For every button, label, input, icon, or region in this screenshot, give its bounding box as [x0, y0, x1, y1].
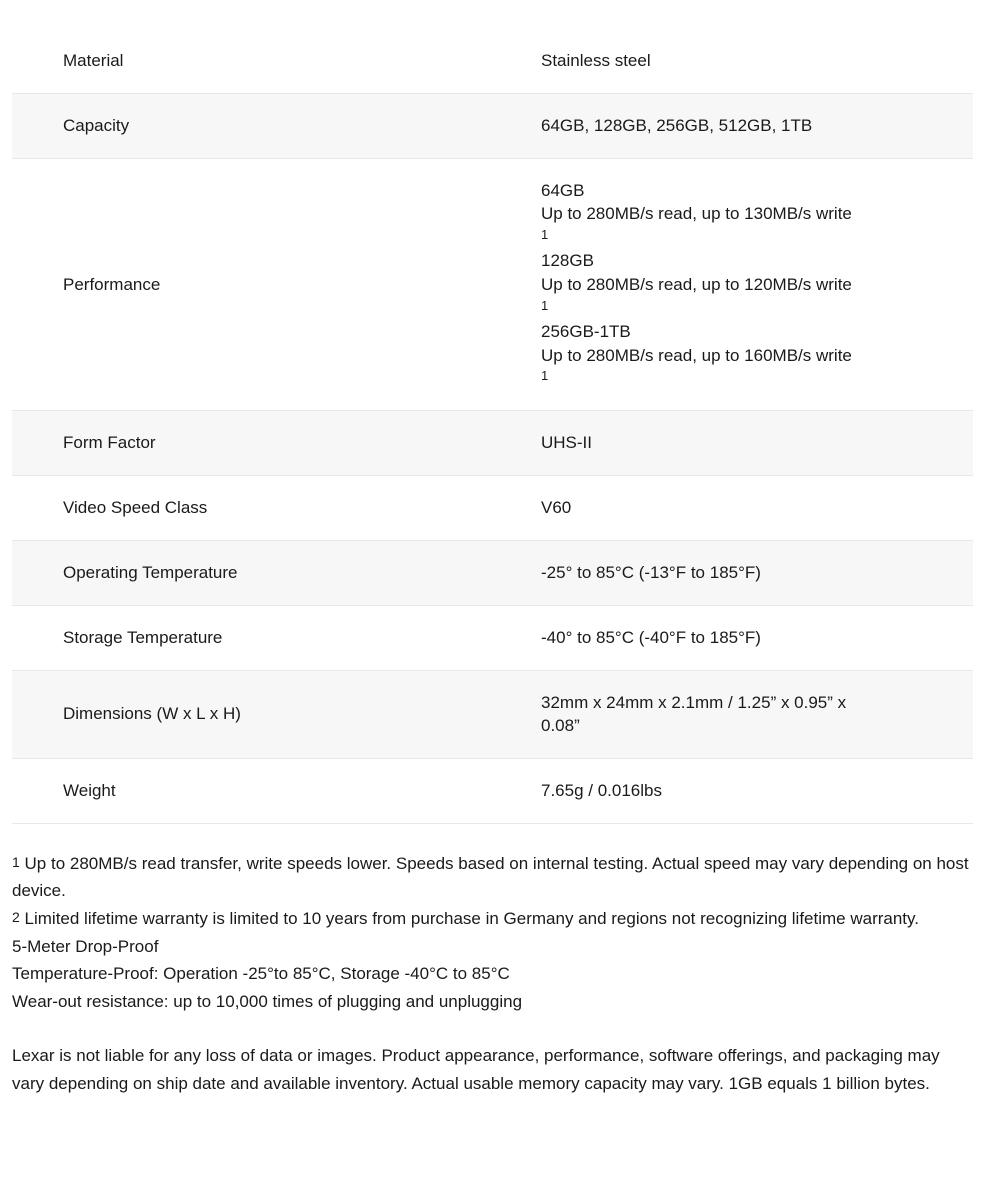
spec-value-line: 32mm x 24mm x 2.1mm / 1.25” x 0.95” x — [541, 692, 847, 712]
spec-value — [541, 94, 973, 158]
footnotes — [12, 850, 975, 1122]
spec-label: Material — [63, 51, 124, 70]
footnote-text: Wear-out resistance: up to 10,000 times of plugging and unplugging — [12, 991, 523, 1011]
spec-label: Operating Temperature — [63, 562, 238, 582]
footnote-text: Limited lifetime warranty is limited to 10 years from purchase in Germany and regions not recognizing lifetime warranty. — [24, 909, 919, 929]
spec-value-line: 64GB — [541, 180, 585, 200]
spec-value — [541, 411, 973, 475]
spec-value — [541, 541, 973, 605]
footnote-text: Up to 280MB/s read transfer, write speeds lower. Speeds based on internal testing. Actual speed may vary depending on host device. — [12, 853, 969, 901]
spec-value-line: 128GB — [541, 251, 594, 271]
spec-row — [12, 410, 973, 475]
spec-value — [541, 476, 973, 540]
spec-row — [12, 29, 973, 93]
spec-label: Performance — [63, 274, 161, 294]
spec-row — [12, 475, 973, 540]
spec-value-line: Stainless steel — [541, 51, 651, 70]
footnote-line — [12, 905, 975, 933]
spec-value-line: -25° to 85°C (-13°F to 185°F) — [541, 562, 761, 582]
spec-label: Dimensions (W x L x H) — [63, 704, 241, 724]
spec-value-line: Up to 280MB/s read, up to 160MB/s write — [541, 345, 852, 365]
spec-label: Capacity — [63, 115, 130, 135]
spec-row — [12, 158, 973, 411]
spec-sheet — [0, 29, 1000, 1122]
spec-row — [12, 605, 973, 670]
footnotes-list — [12, 850, 975, 1015]
footnote-line — [12, 850, 975, 905]
footnote-marker: 2 — [12, 909, 20, 926]
spec-value-line: 7.65g / 0.016lbs — [541, 781, 662, 801]
spec-row — [12, 670, 973, 759]
spec-label: Video Speed Class — [63, 498, 208, 518]
spec-value-line: -40° to 85°C (-40°F to 185°F) — [541, 627, 761, 647]
spec-value-line: Up to 280MB/s read, up to 130MB/s write — [541, 204, 852, 224]
footnote-line — [12, 988, 975, 1016]
footnote-text: 5-Meter Drop-Proof — [12, 936, 159, 956]
footnote-line — [12, 933, 975, 961]
footnote-ref: 1 — [541, 368, 549, 384]
spec-table — [12, 29, 973, 824]
spec-value — [541, 606, 973, 670]
footnote-text: Temperature-Proof: Operation -25°to 85°C, Storage -40°C to 85°C — [12, 964, 510, 984]
footnote-line — [12, 960, 975, 988]
footnote-marker: 1 — [12, 853, 20, 870]
spec-value — [541, 671, 973, 759]
spec-label: Weight — [63, 781, 116, 801]
spec-value-line: Up to 280MB/s read, up to 120MB/s write — [541, 274, 852, 294]
spec-row — [12, 540, 973, 605]
footnote-ref: 1 — [541, 227, 549, 243]
spec-label: Storage Temperature — [63, 627, 223, 647]
disclaimer: Lexar is not liable for any loss of data or images. Product appearance, performance, software offerings, and packaging may vary depending on ship date and available inventory. Actual usable memory capacity may vary. 1GB equals 1 billion bytes. — [12, 1046, 940, 1093]
spec-value-line: 256GB-1TB — [541, 321, 631, 341]
spec-value — [541, 759, 973, 823]
spec-value-line: 0.08” — [541, 716, 580, 736]
spec-row — [12, 93, 973, 158]
footnote-ref: 1 — [541, 297, 549, 313]
spec-row — [12, 758, 973, 823]
spec-value-line: UHS-II — [541, 433, 592, 453]
spec-value — [541, 29, 973, 93]
spec-value — [541, 159, 973, 411]
spec-label: Form Factor — [63, 433, 156, 453]
spec-value-line: V60 — [541, 498, 572, 518]
spec-value-line: 64GB, 128GB, 256GB, 512GB, 1TB — [541, 115, 813, 135]
